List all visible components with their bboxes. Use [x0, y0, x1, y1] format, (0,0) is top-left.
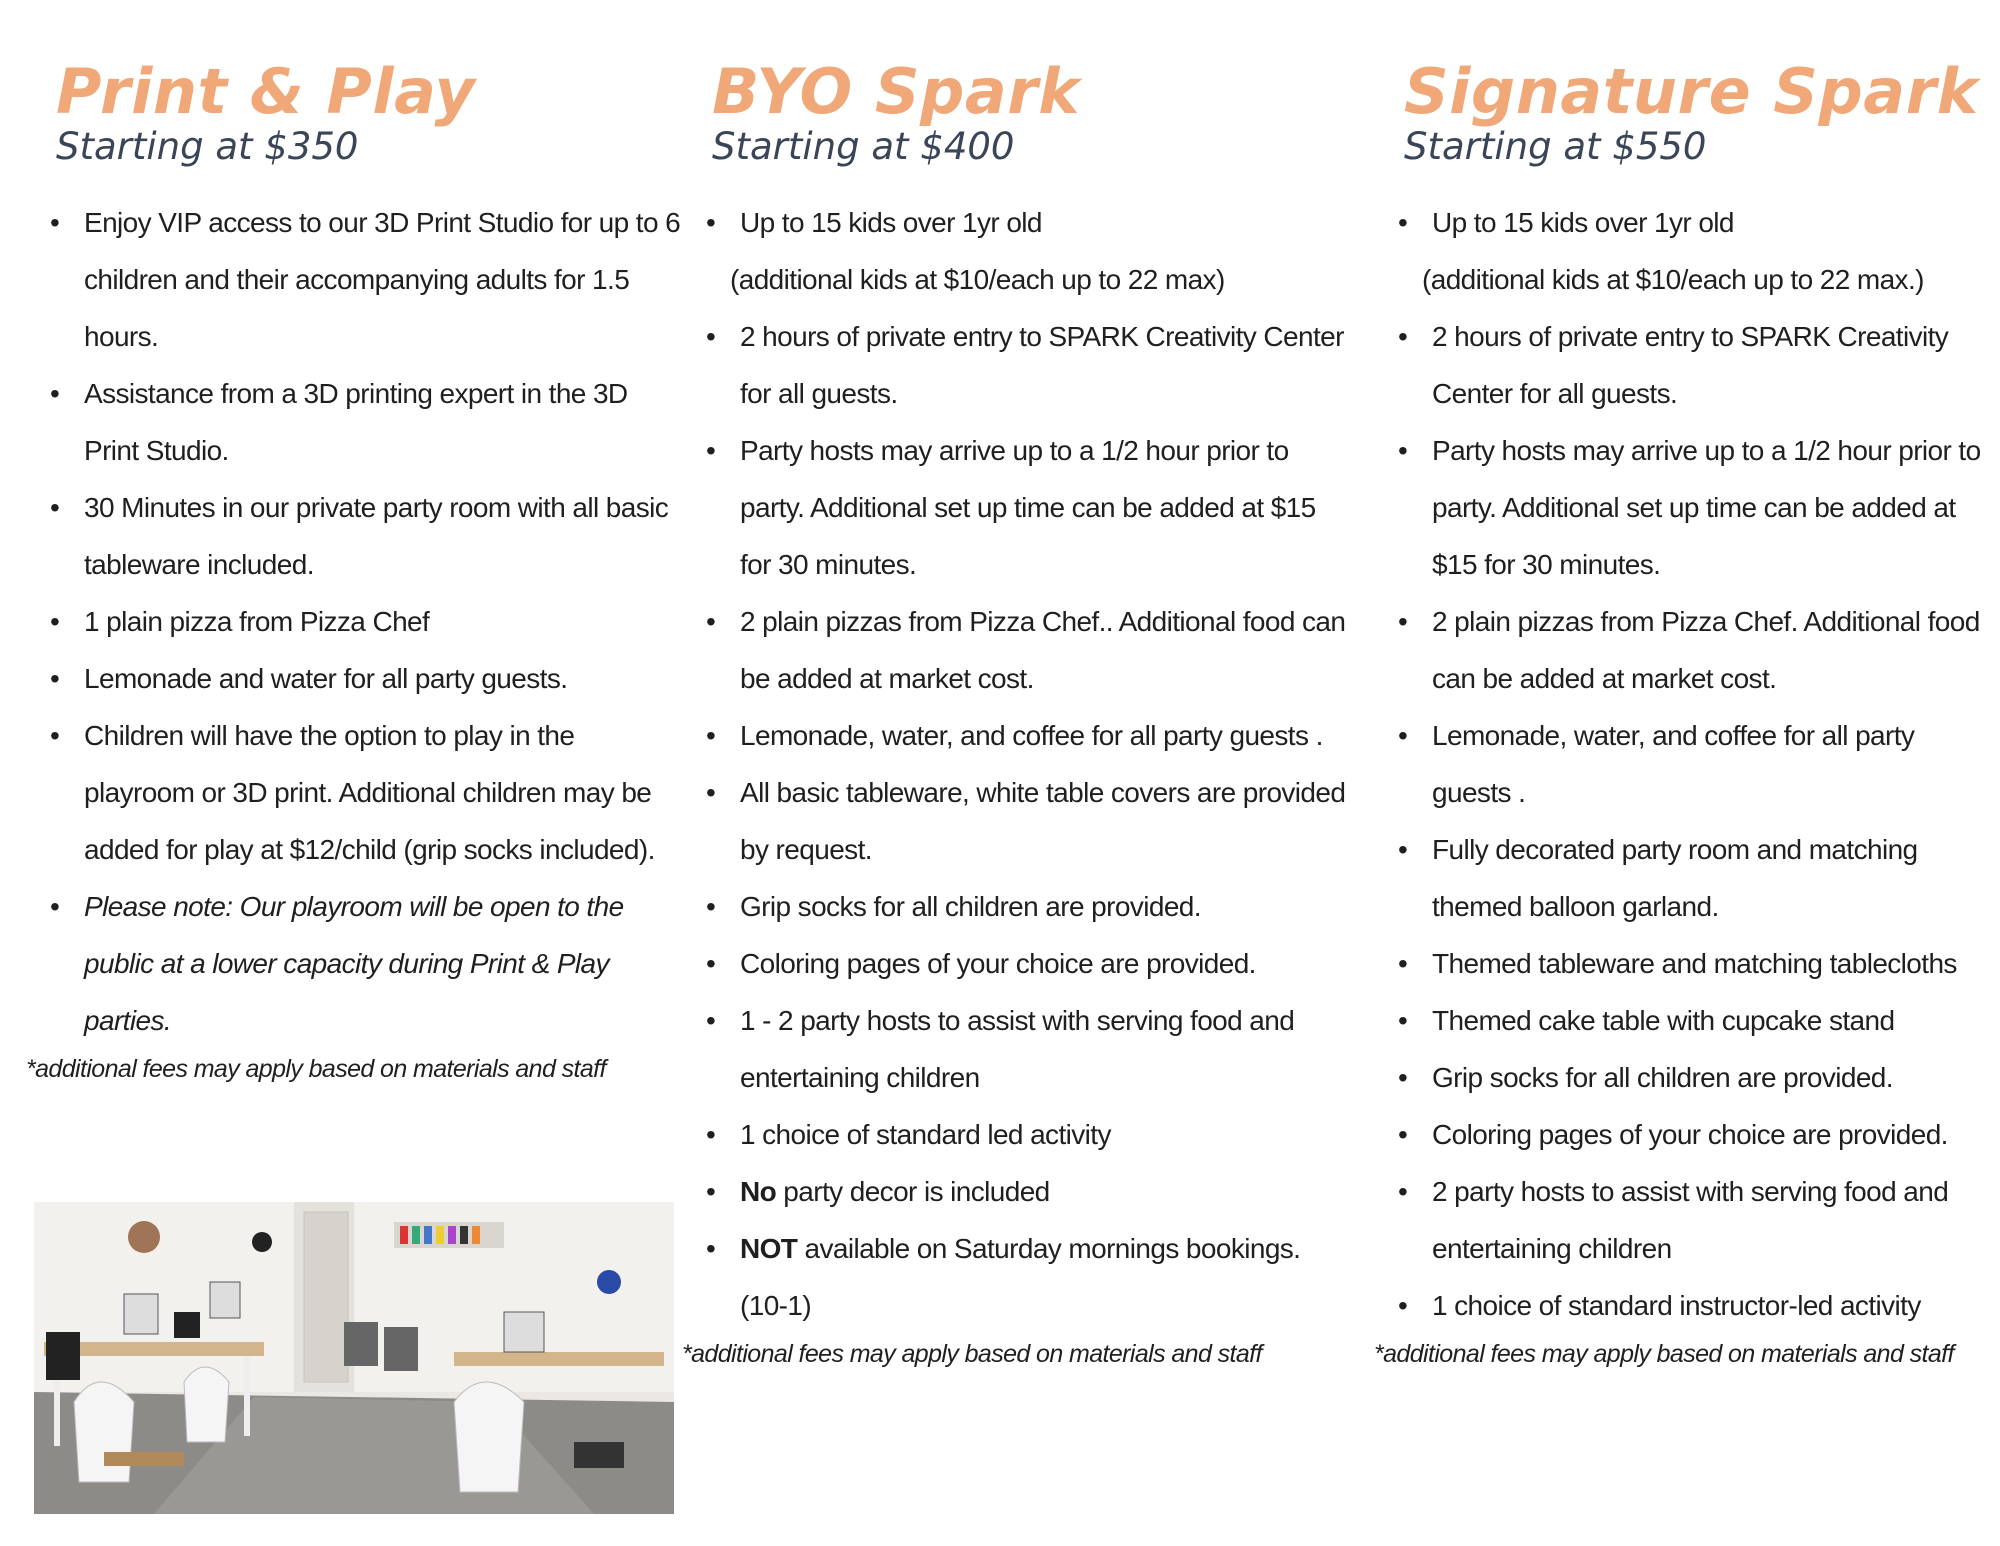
list-item: • Coloring pages of your choice are provided. [1384, 1106, 1990, 1163]
package-title: Signature Spark [1404, 55, 1979, 128]
fee-note: *additional fees may apply based on materials and staff [26, 1055, 606, 1083]
bullet-icon: • [706, 1233, 716, 1264]
list-item: • 1 - 2 party hosts to assist with serving food and entertaining children [692, 992, 1352, 1106]
list-item: • NOT available on Saturday mornings bookings. (10-1) [692, 1220, 1352, 1334]
list-item: • 2 plain pizzas from Pizza Chef.. Additional food can be added at market cost. [692, 593, 1352, 707]
list-item: • Coloring pages of your choice are provided. [692, 935, 1352, 992]
bullet-icon: • [706, 1176, 716, 1207]
bullet-icon: • [706, 720, 716, 751]
package-price: Starting at $400 [712, 125, 1015, 168]
list-item: • Lemonade, water, and coffee for all party guests . [1384, 707, 1990, 821]
bullet-icon: • [706, 435, 716, 466]
fee-note: *additional fees may apply based on materials and staff [1374, 1340, 1954, 1368]
bullet-icon: • [1398, 606, 1408, 637]
studio-photo [34, 1202, 674, 1514]
list-item: • 2 plain pizzas from Pizza Chef. Additional food can be added at market cost. [1384, 593, 1990, 707]
bullet-icon: • [50, 606, 60, 637]
bullet-icon: • [50, 207, 60, 238]
list-item: • 30 Minutes in our private party room with all basic tableware included. [36, 479, 686, 593]
bullet-icon: • [50, 492, 60, 523]
list-item: • All basic tableware, white table covers are provided by request. [692, 764, 1352, 878]
bullet-icon: • [706, 606, 716, 637]
list-item: • Fully decorated party room and matching themed balloon garland. [1384, 821, 1990, 935]
bullet-icon: • [706, 777, 716, 808]
list-item: • 2 party hosts to assist with serving food and entertaining children [1384, 1163, 1990, 1277]
package-price: Starting at $550 [1404, 125, 1707, 168]
bullet-icon: • [50, 720, 60, 751]
list-item: • Grip socks for all children are provided. [1384, 1049, 1990, 1106]
list-item: • Grip socks for all children are provided. [692, 878, 1352, 935]
bullet-icon: • [1398, 435, 1408, 466]
bullet-icon: • [706, 1005, 716, 1036]
list-item: • Themed tableware and matching tablecloths [1384, 935, 1990, 992]
list-item: • Up to 15 kids over 1yr old [692, 194, 1352, 251]
bullet-icon: • [50, 891, 60, 922]
list-item: (additional kids at $10/each up to 22 max.) [1422, 264, 1924, 295]
list-item: • Themed cake table with cupcake stand [1384, 992, 1990, 1049]
bullet-icon: • [1398, 1176, 1408, 1207]
package-title: Print & Play [56, 55, 476, 128]
bullet-icon: • [706, 948, 716, 979]
bullet-icon: • [1398, 1005, 1408, 1036]
list-item: • 1 choice of standard instructor-led activity [1384, 1277, 1990, 1334]
list-item: • Children will have the option to play in the playroom or 3D print. Additional children may be added for play at $12/child (grip socks included). [36, 707, 686, 878]
bullet-icon: • [706, 891, 716, 922]
bullet-icon: • [1398, 1290, 1408, 1321]
list-item: • Lemonade, water, and coffee for all party guests . [692, 707, 1352, 764]
bullet-icon: • [706, 1119, 716, 1150]
package-print-and-play [26, 52, 686, 1089]
feature-list [1384, 194, 1990, 1334]
package-byo-spark [682, 52, 1352, 1374]
list-item: • Enjoy VIP access to our 3D Print Studio for up to 6 children and their accompanying adults for 1.5 hours. [36, 194, 686, 365]
list-item: • Party hosts may arrive up to a 1/2 hour prior to party. Additional set up time can be added at $15 for 30 minutes. [692, 422, 1352, 593]
list-item: (additional kids at $10/each up to 22 max) [730, 264, 1225, 295]
bullet-icon: • [706, 321, 716, 352]
package-title: BYO Spark [712, 55, 1081, 128]
list-item: • Lemonade and water for all party guests. [36, 650, 686, 707]
bullet-icon: • [1398, 720, 1408, 751]
bullet-icon: • [1398, 834, 1408, 865]
fee-note: *additional fees may apply based on materials and staff [682, 1340, 1262, 1368]
bullet-icon: • [1398, 1119, 1408, 1150]
bullet-icon: • [1398, 207, 1408, 238]
list-item: • No party decor is included [692, 1163, 1352, 1220]
list-item: • 2 hours of private entry to SPARK Creativity Center for all guests. [692, 308, 1352, 422]
feature-list [692, 194, 1352, 1334]
package-signature-spark [1374, 52, 1990, 1374]
list-item: • 2 hours of private entry to SPARK Creativity Center for all guests. [1384, 308, 1990, 422]
bullet-icon: • [50, 378, 60, 409]
feature-list [36, 194, 686, 1049]
bullet-icon: • [706, 207, 716, 238]
bullet-icon: • [50, 663, 60, 694]
bullet-icon: • [1398, 321, 1408, 352]
list-item: • Up to 15 kids over 1yr old [1384, 194, 1990, 251]
list-item: • 1 plain pizza from Pizza Chef [36, 593, 686, 650]
bullet-icon: • [1398, 1062, 1408, 1093]
list-item: • 1 choice of standard led activity [692, 1106, 1352, 1163]
list-item: • Assistance from a 3D printing expert in the 3D Print Studio. [36, 365, 686, 479]
bullet-icon: • [1398, 948, 1408, 979]
package-price: Starting at $350 [56, 125, 359, 168]
list-item: • Party hosts may arrive up to a 1/2 hour prior to party. Additional set up time can be added at $15 for 30 minutes. [1384, 422, 1990, 593]
list-item: • Please note: Our playroom will be open to the public at a lower capacity during Print & Play parties. [36, 878, 686, 1049]
